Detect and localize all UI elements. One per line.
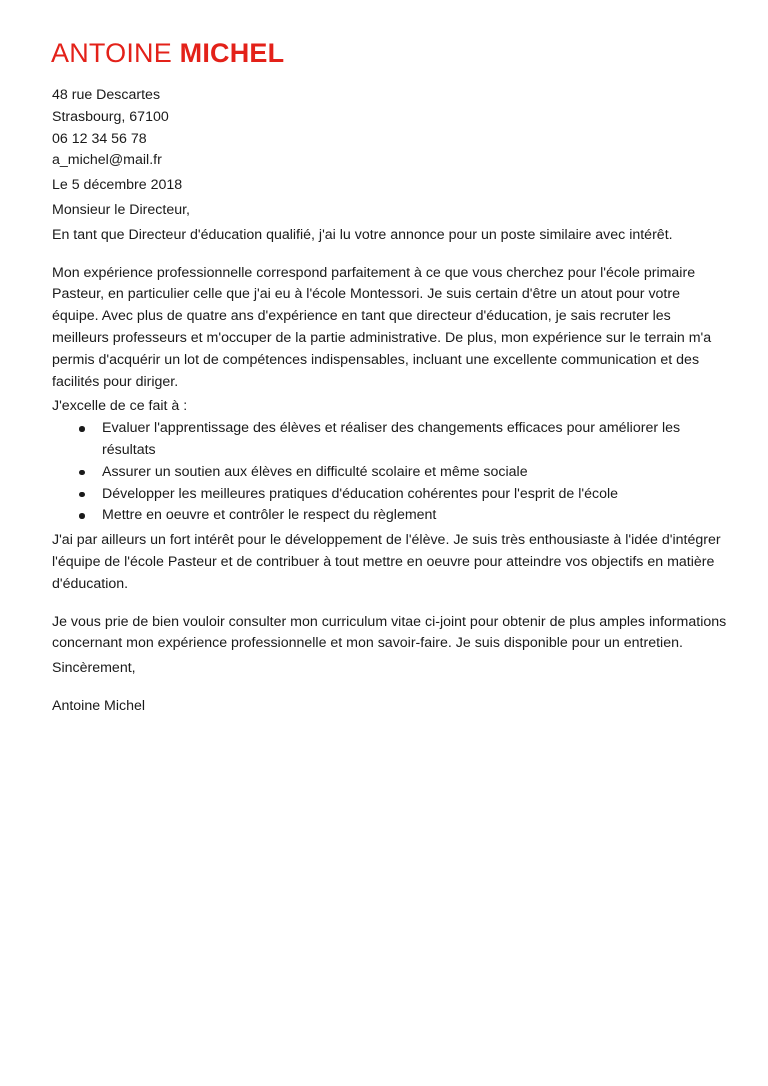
applicant-name bbox=[51, 36, 284, 70]
salutation: Monsieur le Directeur, bbox=[52, 201, 190, 218]
address-street: 48 rue Descartes bbox=[52, 87, 161, 103]
skill-item: Evaluer l'apprentissage des élèves et réaliser des changements efficaces pour améliorer les résultats bbox=[92, 418, 727, 462]
closing-paragraph: Je vous prie de bien vouloir consulter mon curriculum vitae ci-joint pour obtenir de plus amples informations concernant mon expérience professionnelle et mon savoir-faire. Je suis disponible pour un entretien. bbox=[52, 613, 727, 652]
motivation-paragraph: J'ai par ailleurs un fort intérêt pour le développement de l'élève. Je suis très enthousiaste à l'idée d'intégrer l'équipe de l'école Pasteur et de contribuer à tout mettre en oeuvre pour atteindre vos objectifs en matière d'éducation. bbox=[52, 532, 721, 592]
address-city: Strasbourg, 67100 bbox=[52, 108, 169, 125]
sign-off: Sincèrement, bbox=[52, 660, 136, 677]
first-name: ANTOINE bbox=[51, 38, 172, 68]
skills-intro: J'excelle de ce fait à : bbox=[52, 398, 188, 415]
letter-date: Le 5 décembre 2018 bbox=[52, 177, 183, 194]
experience-paragraph: Mon expérience professionnelle correspond parfaitement à ce que vous cherchez pour l'école primaire Pasteur, en particulier celle que j'ai eu à l'école Montessori. Je suis certain d'être un atout pour votre équipe. Avec plus de quatre ans d'expérience en tant que directeur d'éducation, je sais recruter les meilleurs professeurs et m'occuper de la partie administrative. De plus, mon expérience sur le terrain m'a permis d'acquérir un lot de compétences indispensables, incluant une excellente communication et des facilités pour diriger. bbox=[52, 264, 712, 390]
email-address: a_michel@mail.fr bbox=[52, 152, 162, 169]
skill-item: Mettre en oeuvre et contrôler le respect du règlement bbox=[92, 505, 727, 527]
skill-item: Développer les meilleures pratiques d'éducation cohérentes pour l'esprit de l'école bbox=[92, 484, 727, 506]
skills-list bbox=[52, 418, 727, 527]
intro-paragraph: En tant que Directeur d'éducation qualifié, j'ai lu votre annonce pour un poste similaire avec intérêt. bbox=[52, 226, 673, 243]
phone-number: 06 12 34 56 78 bbox=[52, 130, 147, 147]
signature-name: Antoine Michel bbox=[52, 697, 146, 714]
skill-item: Assurer un soutien aux élèves en difficulté scolaire et même sociale bbox=[92, 462, 727, 484]
last-name: MICHEL bbox=[179, 38, 285, 68]
letter-body bbox=[52, 85, 727, 718]
